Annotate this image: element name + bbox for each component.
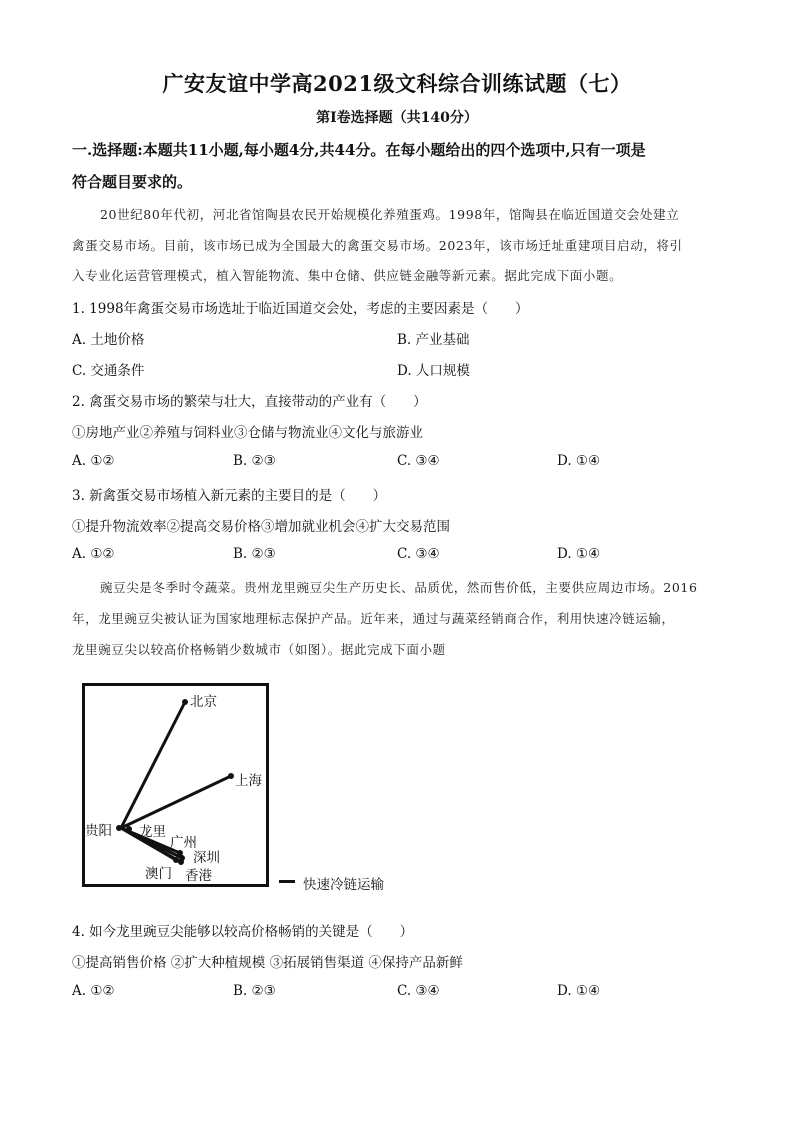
route-to-shanghai: [121, 776, 231, 828]
question-2-option-a[interactable]: A. ①②: [72, 453, 115, 469]
city-label-beijing: 北京: [190, 694, 217, 710]
question-3-items: ①提升物流效率②提高交易价格③增加就业机会④扩大交易范围: [72, 519, 450, 535]
city-label-macau: 澳门: [145, 866, 172, 882]
question-3-stem: 3. 新禽蛋交易市场植入新元素的主要目的是（ ）: [72, 488, 387, 504]
question-2-stem: 2. 禽蛋交易市场的繁荣与壮大，直接带动的产业有（ ）: [72, 394, 427, 410]
passage1-line3: 入专业化运营管理模式，植入智能物流、集中仓储、供应链金融等新元素。据此完成下面小题。: [72, 268, 623, 283]
section-instructions-line1: 一.选择题:本题共11小题,每小题4分,共44分。在每小题给出的四个选项中,只有一项是: [72, 141, 646, 159]
passage2-line3: 龙里豌豆尖以较高价格畅销少数城市（如图）。据此完成下面小题: [72, 642, 446, 657]
passage2-line1: 豌豆尖是冬季时令蔬菜。贵州龙里豌豆尖生产历史长、品质优，然而售价低，主要供应周边市场。2016: [100, 580, 698, 595]
passage1-line1: 20世纪80年代初，河北省馆陶县农民开始规模化养殖蛋鸡。1998年，馆陶县在临近国道交会处建立: [100, 207, 680, 222]
legend-label: 快速冷链运输: [303, 877, 384, 893]
city-label-longli: 龙里: [139, 824, 166, 840]
guiyang-dot: [116, 825, 122, 831]
city-label-guangzhou: 广州: [170, 835, 197, 851]
question-3-option-d[interactable]: D. ①④: [557, 546, 601, 562]
question-3-option-c[interactable]: C. ③④: [397, 546, 440, 562]
question-4-option-a[interactable]: A. ①②: [72, 983, 115, 999]
question-1-stem: 1. 1998年禽蛋交易市场选址于临近国道交会处，考虑的主要因素是（ ）: [72, 301, 529, 317]
question-3-option-a[interactable]: A. ①②: [72, 546, 115, 562]
section-subtitle: 第Ⅰ卷选择题（共140分）: [316, 110, 478, 126]
passage1-line2: 禽蛋交易市场。目前，该市场已成为全国最大的禽蛋交易市场。2023年，该市场迁址重建项目启动，将引: [72, 238, 683, 253]
city-label-shenzhen: 深圳: [193, 850, 220, 866]
legend-line-symbol: [279, 880, 295, 883]
city-label-shanghai: 上海: [235, 773, 262, 789]
question-4-stem: 4. 如今龙里豌豆尖能够以较高价格畅销的关键是（ ）: [72, 924, 414, 940]
question-4-option-c[interactable]: C. ③④: [397, 983, 440, 999]
city-label-guiyang: 贵阳: [85, 823, 112, 839]
question-1-option-a[interactable]: A. 土地价格: [72, 332, 145, 348]
route-to-beijing: [121, 702, 185, 828]
question-3-option-b[interactable]: B. ②③: [233, 546, 276, 562]
page-title: 广安友谊中学高2021级文科综合训练试题（七）: [162, 71, 632, 96]
question-2-items: ①房地产业②养殖与饲料业③仓储与物流业④文化与旅游业: [72, 425, 423, 441]
passage2-line2: 年，龙里豌豆尖被认证为国家地理标志保护产品。近年来，通过与蔬菜经销商合作，利用快速冷链运输，: [72, 611, 675, 626]
question-4-items: ①提高销售价格 ②扩大种植规模 ③拓展销售渠道 ④保持产品新鲜: [72, 955, 463, 971]
city-label-hongkong: 香港: [185, 868, 212, 884]
longli-dot: [126, 826, 132, 832]
section-instructions-line2: 符合题目要求的。: [72, 173, 193, 191]
question-2-option-b[interactable]: B. ②③: [233, 453, 276, 469]
question-1-option-d[interactable]: D. 人口规模: [397, 363, 470, 379]
question-2-option-d[interactable]: D. ①④: [557, 453, 601, 469]
shanghai-dot: [228, 773, 234, 779]
question-1-option-c[interactable]: C. 交通条件: [72, 363, 145, 379]
question-2-option-c[interactable]: C. ③④: [397, 453, 440, 469]
hongkong-dot: [178, 859, 184, 865]
beijing-dot: [182, 699, 188, 705]
question-1-option-b[interactable]: B. 产业基础: [397, 332, 470, 348]
question-4-option-d[interactable]: D. ①④: [557, 983, 601, 999]
cold-chain-map: [82, 683, 269, 887]
question-4-option-b[interactable]: B. ②③: [233, 983, 276, 999]
